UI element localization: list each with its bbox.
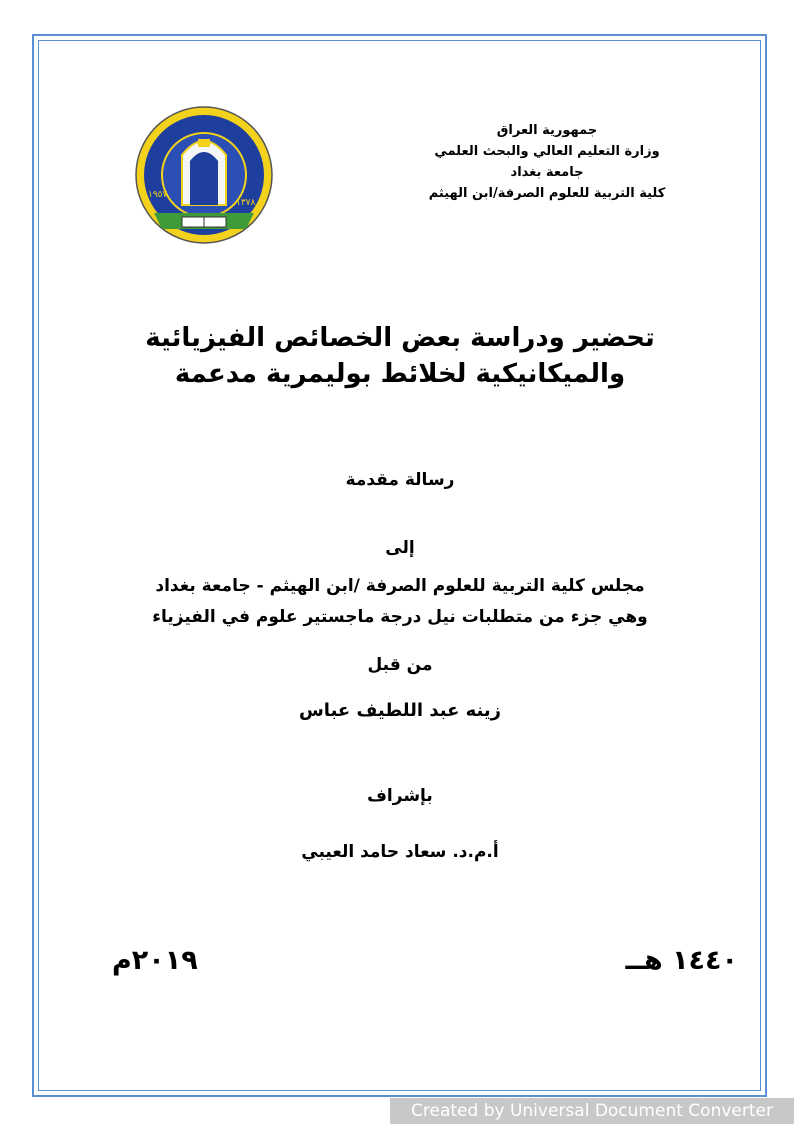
to-label: إلى <box>385 538 415 558</box>
title-line-2: والميكانيكية لخلائط بوليمرية مدعمة <box>174 359 626 389</box>
council-line: مجلس كلية التربية للعلوم الصرفة /ابن الهيثم - جامعة بغداد <box>155 576 645 596</box>
requirement-line: وهي جزء من متطلبات نيل درجة ماجستير علوم في الفيزياء <box>152 607 648 627</box>
header-country: جمهورية العراق <box>496 123 598 138</box>
university-logo <box>124 105 284 245</box>
thesis-title <box>60 320 740 392</box>
converter-watermark: Created by Universal Document Converter <box>390 1098 794 1124</box>
header-college: كلية التربية للعلوم الصرفة/ابن الهيثم <box>428 186 666 201</box>
institution-header <box>382 120 712 204</box>
seal-year-left: ١٩٥٧ <box>148 190 168 200</box>
gregorian-date: ٢٠١٩م <box>112 945 198 976</box>
supervisor-name: أ.م.د. سعاد حامد العيبي <box>301 842 499 862</box>
seal-year-right: ١٣٧٨ <box>236 198 256 208</box>
header-ministry: وزارة التعليم العالي والبحث العلمي <box>434 144 660 159</box>
university-seal-icon <box>124 105 284 245</box>
hijri-date: ١٤٤٠ هــ <box>625 945 738 976</box>
by-label: من قبل <box>367 655 433 675</box>
header-university: جامعة بغداد <box>510 165 584 180</box>
thesis-label: رسالة مقدمة <box>345 470 455 490</box>
supervision-label: بإشراف <box>367 786 433 806</box>
author-name: زينه عبد اللطيف عباس <box>298 700 502 721</box>
title-line-1: تحضير ودراسة بعض الخصائص الفيزيائية <box>145 323 655 353</box>
